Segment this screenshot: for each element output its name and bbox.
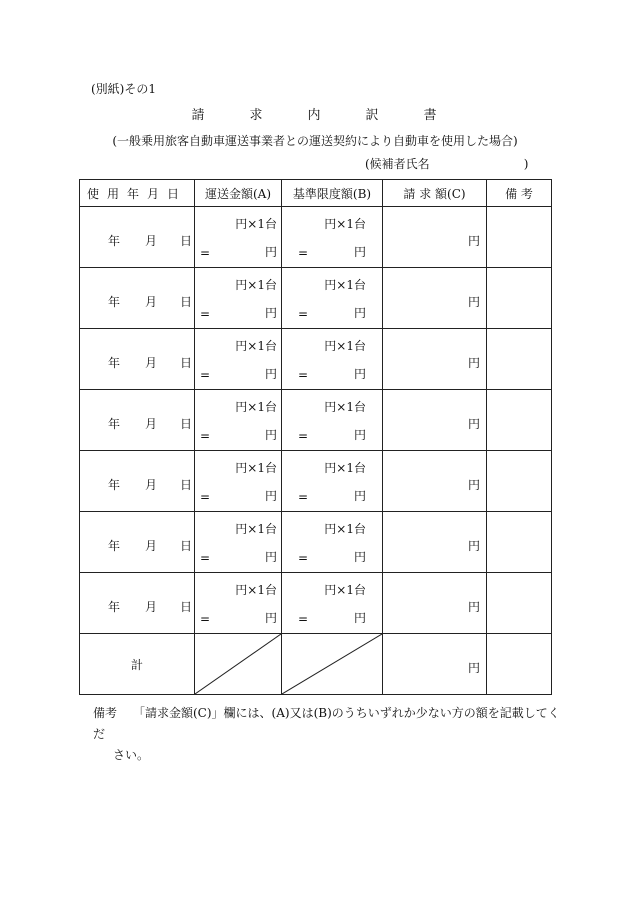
usage-date-cell[interactable]: [80, 329, 195, 390]
yen-unit: 円: [353, 489, 366, 503]
unit-per-vehicle: 円×1台: [324, 339, 366, 353]
title-char: 請: [191, 108, 207, 123]
document-reference: (別紙)その1: [91, 82, 156, 96]
diagonal-strike: [195, 634, 281, 694]
candidate-name-label: (候補者氏名: [365, 157, 430, 171]
table-row: [80, 329, 552, 390]
month-label: 月: [145, 600, 158, 614]
yen-unit: 円: [353, 611, 366, 625]
equals-sign: =: [200, 429, 211, 443]
total-row: [80, 634, 552, 695]
month-label: 月: [145, 234, 158, 248]
yen-unit: 円: [467, 600, 480, 614]
candidate-name-line: [365, 155, 528, 172]
usage-date-cell[interactable]: [80, 207, 195, 268]
day-label: 日: [180, 417, 193, 431]
table-row: [80, 512, 552, 573]
title-char: 求: [249, 108, 265, 123]
day-label: 日: [180, 295, 193, 309]
header-usage-date: 使用年月日: [80, 180, 195, 207]
month-label: 月: [145, 417, 158, 431]
month-label: 月: [145, 539, 158, 553]
claim-amount-cell[interactable]: [383, 207, 487, 268]
title-char: 内: [307, 108, 323, 123]
equals-sign: =: [200, 307, 211, 321]
yen-unit: 円: [264, 306, 277, 320]
remarks-cell[interactable]: [487, 329, 552, 390]
yen-unit: 円: [264, 245, 277, 259]
transport-fee-cell[interactable]: [195, 451, 282, 512]
unit-per-vehicle: 円×1台: [324, 400, 366, 414]
transport-fee-cell[interactable]: [195, 207, 282, 268]
header-transport-fee: 運送金額(A): [195, 180, 282, 207]
total-label: 計: [80, 634, 195, 695]
equals-sign: =: [298, 551, 309, 565]
yen-unit: 円: [467, 478, 480, 492]
remarks-cell[interactable]: [487, 268, 552, 329]
remarks-cell[interactable]: [487, 512, 552, 573]
usage-date-cell[interactable]: [80, 573, 195, 634]
claim-amount-cell[interactable]: [383, 390, 487, 451]
equals-sign: =: [298, 429, 309, 443]
yen-unit: 円: [467, 295, 480, 309]
table-body: [80, 207, 552, 695]
yen-unit: 円: [353, 428, 366, 442]
diagonal-strike: [282, 634, 382, 694]
day-label: 日: [180, 539, 193, 553]
yen-unit: 円: [467, 417, 480, 431]
usage-date-cell[interactable]: [80, 451, 195, 512]
transport-fee-cell[interactable]: [195, 512, 282, 573]
year-label: 年: [108, 356, 121, 370]
unit-per-vehicle: 円×1台: [324, 217, 366, 231]
header-remarks: 備 考: [487, 180, 552, 207]
month-label: 月: [145, 478, 158, 492]
yen-unit: 円: [353, 306, 366, 320]
unit-per-vehicle: 円×1台: [235, 461, 277, 475]
claim-amount-cell[interactable]: [383, 451, 487, 512]
unit-per-vehicle: 円×1台: [235, 583, 277, 597]
unit-per-vehicle: 円×1台: [235, 339, 277, 353]
claim-amount-cell[interactable]: [383, 573, 487, 634]
month-label: 月: [145, 295, 158, 309]
year-label: 年: [108, 539, 121, 553]
usage-date-cell[interactable]: [80, 512, 195, 573]
table-row: [80, 390, 552, 451]
unit-per-vehicle: 円×1台: [235, 278, 277, 292]
table-row: [80, 573, 552, 634]
total-standard-limit-struck: [282, 634, 383, 695]
month-label: 月: [145, 356, 158, 370]
claim-amount-cell[interactable]: [383, 268, 487, 329]
yen-unit: 円: [264, 489, 277, 503]
footnote-label: 備考: [93, 706, 118, 720]
table-row: [80, 207, 552, 268]
year-label: 年: [108, 295, 121, 309]
equals-sign: =: [298, 246, 309, 260]
year-label: 年: [108, 478, 121, 492]
equals-sign: =: [200, 551, 211, 565]
unit-per-vehicle: 円×1台: [235, 522, 277, 536]
unit-per-vehicle: 円×1台: [324, 278, 366, 292]
total-claim-amount[interactable]: [383, 634, 487, 695]
claim-breakdown-table: [79, 179, 552, 695]
standard-limit-cell[interactable]: [282, 329, 383, 390]
standard-limit-cell[interactable]: [282, 207, 383, 268]
page-subtitle: (一般乗用旅客自動車運送事業者との運送契約により自動車を使用した場合): [112, 134, 518, 148]
day-label: 日: [180, 478, 193, 492]
header-claim-amount: 請 求 額(C): [383, 180, 487, 207]
yen-unit: 円: [467, 661, 480, 675]
standard-limit-cell[interactable]: [282, 390, 383, 451]
yen-unit: 円: [353, 550, 366, 564]
year-label: 年: [108, 600, 121, 614]
equals-sign: =: [298, 490, 309, 504]
equals-sign: =: [200, 490, 211, 504]
yen-unit: 円: [353, 245, 366, 259]
table-row: [80, 451, 552, 512]
table-row: [80, 268, 552, 329]
equals-sign: =: [298, 612, 309, 626]
transport-fee-cell[interactable]: [195, 390, 282, 451]
year-label: 年: [108, 234, 121, 248]
yen-unit: 円: [264, 428, 277, 442]
total-transport-fee-struck: [195, 634, 282, 695]
candidate-name-close: ): [523, 157, 529, 171]
transport-fee-cell[interactable]: [195, 573, 282, 634]
unit-per-vehicle: 円×1台: [324, 583, 366, 597]
yen-unit: 円: [467, 539, 480, 553]
total-remarks[interactable]: [487, 634, 552, 695]
remarks-cell[interactable]: [487, 573, 552, 634]
yen-unit: 円: [353, 367, 366, 381]
day-label: 日: [180, 356, 193, 370]
standard-limit-cell[interactable]: [282, 573, 383, 634]
remarks-cell[interactable]: [487, 207, 552, 268]
unit-per-vehicle: 円×1台: [324, 522, 366, 536]
yen-unit: 円: [467, 234, 480, 248]
day-label: 日: [180, 234, 193, 248]
standard-limit-cell[interactable]: [282, 268, 383, 329]
title-char: 書: [423, 108, 439, 123]
unit-per-vehicle: 円×1台: [235, 217, 277, 231]
standard-limit-cell[interactable]: [282, 512, 383, 573]
footnote-line-1: 「請求金額(C)」欄には、(A)又は(B)のうちいずれか少ない方の額を記載してくだ: [93, 706, 560, 741]
remarks-cell[interactable]: [487, 451, 552, 512]
yen-unit: 円: [264, 367, 277, 381]
yen-unit: 円: [264, 611, 277, 625]
transport-fee-cell[interactable]: [195, 268, 282, 329]
footnote-line-2: さい。: [113, 748, 150, 762]
equals-sign: =: [200, 246, 211, 260]
standard-limit-cell[interactable]: [282, 451, 383, 512]
yen-unit: 円: [264, 550, 277, 564]
claim-amount-cell[interactable]: [383, 329, 487, 390]
footnote: [93, 703, 563, 766]
header-standard-limit: 基準限度額(B): [282, 180, 383, 207]
table-header-row: [80, 180, 552, 207]
usage-date-cell[interactable]: [80, 268, 195, 329]
title-char: 訳: [365, 108, 381, 123]
year-label: 年: [108, 417, 121, 431]
unit-per-vehicle: 円×1台: [235, 400, 277, 414]
equals-sign: =: [298, 307, 309, 321]
unit-per-vehicle: 円×1台: [324, 461, 366, 475]
yen-unit: 円: [467, 356, 480, 370]
equals-sign: =: [200, 368, 211, 382]
equals-sign: =: [200, 612, 211, 626]
claim-amount-cell[interactable]: [383, 512, 487, 573]
transport-fee-cell[interactable]: [195, 329, 282, 390]
equals-sign: =: [298, 368, 309, 382]
remarks-cell[interactable]: [487, 390, 552, 451]
day-label: 日: [180, 600, 193, 614]
page-title: [0, 104, 630, 123]
usage-date-cell[interactable]: [80, 390, 195, 451]
